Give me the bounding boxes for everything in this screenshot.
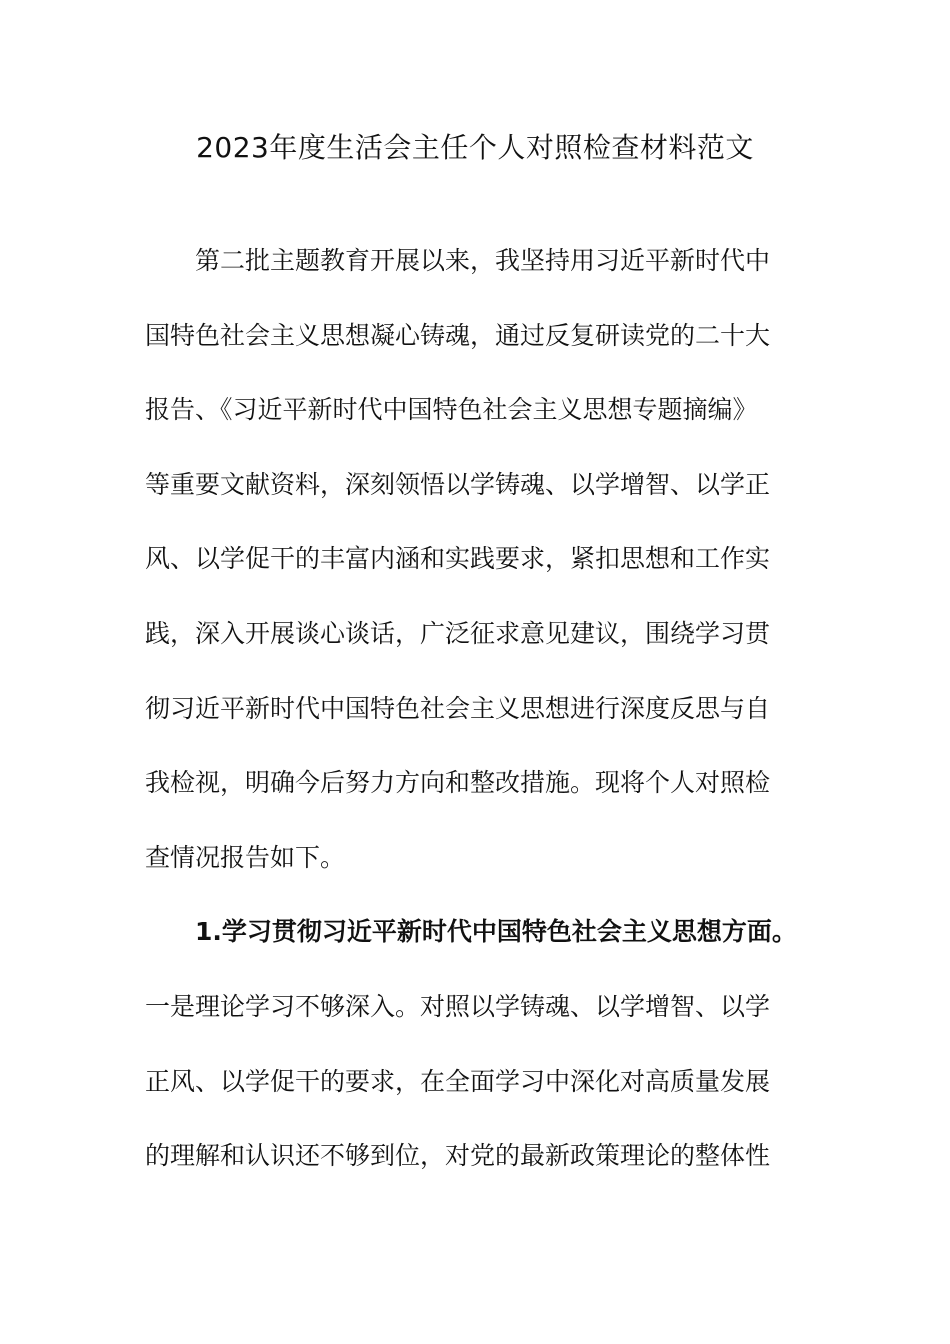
paragraph-line: 报告、《习近平新时代中国特色社会主义思想专题摘编》 [145,395,758,425]
paragraph-line: 践，深入开展谈心谈话，广泛征求意见建议，围绕学习贯 [145,618,771,648]
section-heading: 1.学习贯彻习近平新时代中国特色社会主义思想方面。 [195,917,797,947]
paragraph-line: 第二批主题教育开展以来，我坚持用习近平新时代中 [195,246,771,275]
paragraph-line: 国特色社会主义思想凝心铸魂，通过反复研读党的二十大 [145,320,771,350]
paragraph-line: 的理解和认识还不够到位，对党的最新政策理论的整体性 [145,1141,771,1171]
paragraph-line: 一是理论学习不够深入。对照以学铸魂、以学增智、以学 [145,991,771,1021]
paragraph-line: 查情况报告如下。 [145,842,346,872]
paragraph-line: 我检视，明确今后努力方向和整改措施。现将个人对照检 [145,768,771,798]
paragraph-line: 彻习近平新时代中国特色社会主义思想进行深度反思与自 [145,693,771,723]
document-body [145,224,810,1194]
paragraph-line: 正风、以学促干的要求，在全面学习中深化对高质量发展 [145,1066,771,1096]
document-title: 2023年度生活会主任个人对照检查材料范文 [196,131,754,164]
paragraph-line: 等重要文献资料，深刻领悟以学铸魂、以学增智、以学正 [145,469,771,499]
paragraph-line: 风、以学促干的丰富内涵和实践要求，紧扣思想和工作实 [145,544,771,574]
